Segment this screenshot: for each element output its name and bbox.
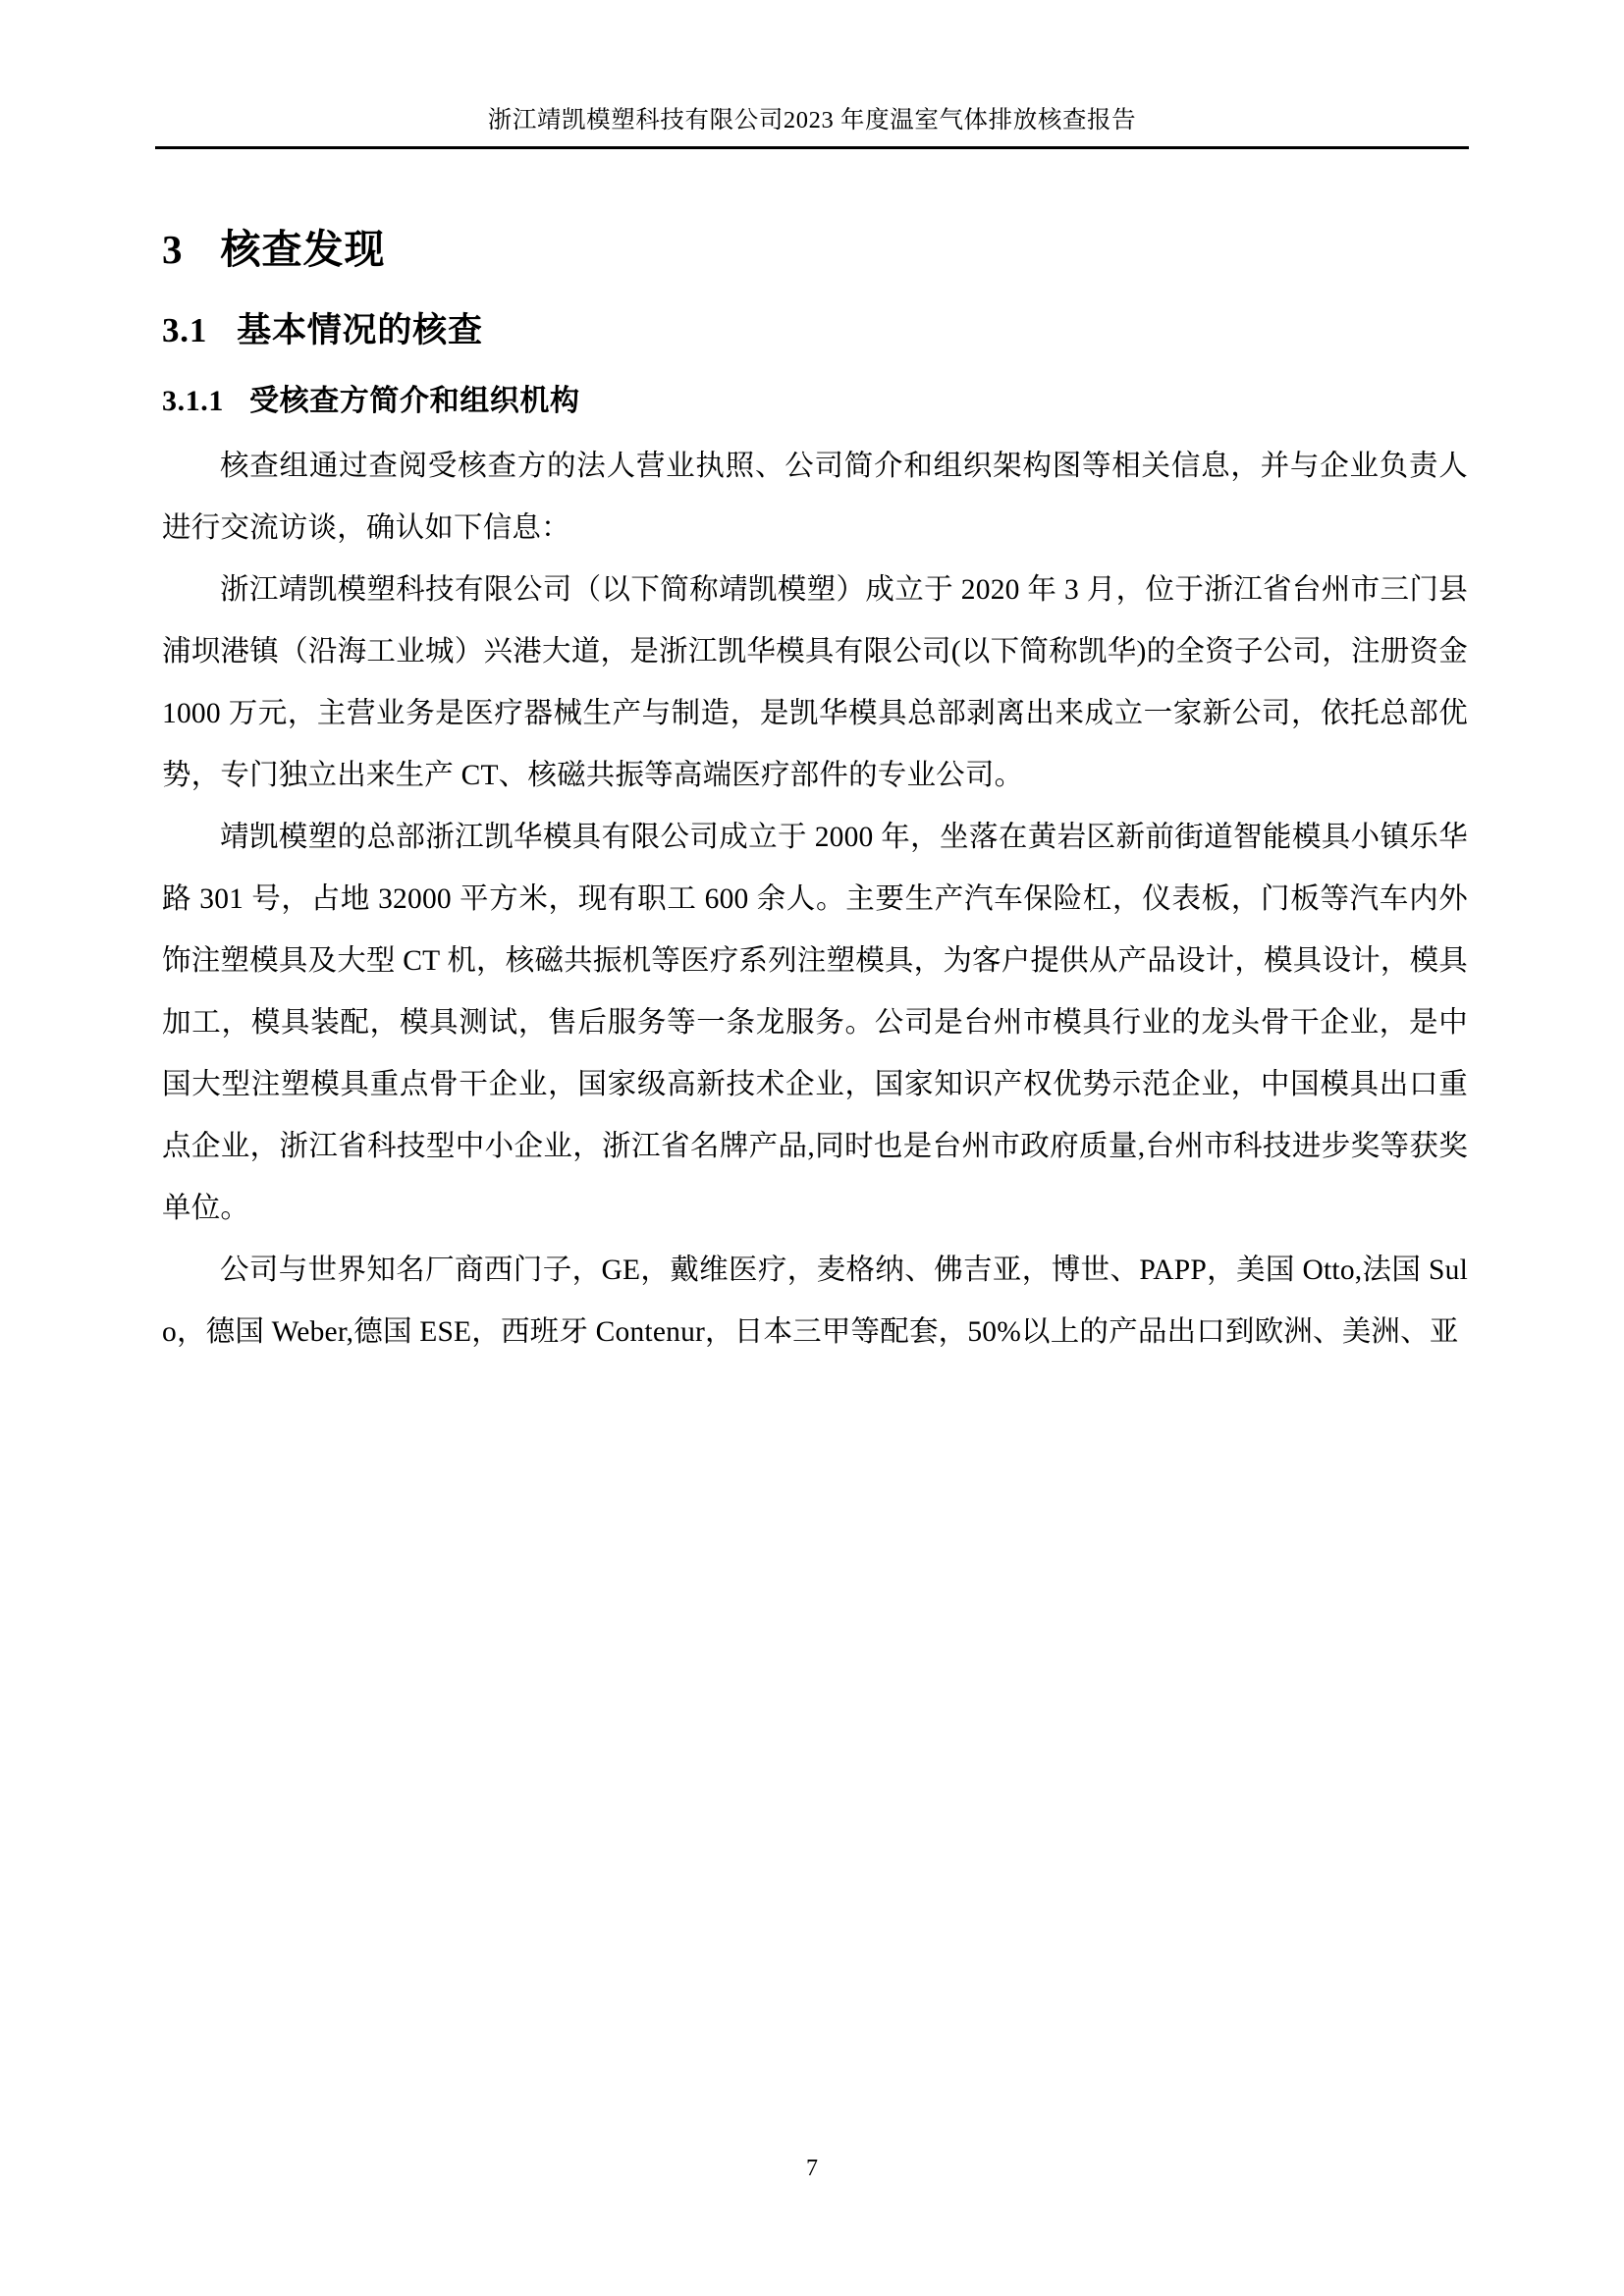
header-divider: [155, 146, 1469, 149]
body-paragraph: 公司与世界知名厂商西门子，GE，戴维医疗，麦格纳、佛吉亚，博世、PAPP，美国 Otto,法国 Sulo，德国 Weber,德国 ESE，西班牙 Contenur，日本三甲等配套，50%以上的产品出口到欧洲、美洲、亚: [162, 1255, 1468, 1348]
subsection-title: 受核查方简介和组织机构: [249, 385, 580, 417]
chapter-title: 核查发现: [220, 227, 386, 272]
heading-section-3-1: [162, 280, 1468, 355]
section-title: 基本情况的核查: [237, 311, 483, 349]
subsection-number: 3.1.1: [162, 385, 224, 417]
page-header: [0, 0, 1624, 149]
body-paragraph: 靖凯模塑的总部浙江凯华模具有限公司成立于 2000 年，坐落在黄岩区新前街道智能模具小镇乐华路 301 号，占地 32000 平方米，现有职工 600 余人。主要生产汽车保险杠，仪表板，门板等汽车内外饰注塑模具及大型 CT 机，核磁共振机等医疗系列注塑模具，为客户提供从产品设计，模具设计，模具加工，模具装配，模具测试，售后服务等一条龙服务。公司是台州市模具行业的龙头骨干企业，是中国大型注塑模具重点骨干企业，国家级高新技术企业，国家知识产权优势示范企业，中国模具出口重点企业，浙江省科技型中小企业，浙江省名牌产品,同时也是台州市政府质量,台州市科技进步奖等获奖单位。: [162, 822, 1468, 1224]
page-footer: [0, 2156, 1624, 2182]
header-title: 浙江靖凯模塑科技有限公司2023 年度温室气体排放核查报告: [487, 107, 1137, 133]
body-paragraph: 浙江靖凯模塑科技有限公司（以下简称靖凯模塑）成立于 2020 年 3 月，位于浙江省台州市三门县浦坝港镇（沿海工业城）兴港大道，是浙江凯华模具有限公司(以下简称凯华)的全资子公司，注册资金 1000 万元，主营业务是医疗器械生产与制造，是凯华模具总部剥离出来成立一家新公司，依托总部优势，专门独立出来生产 CT、核磁共振等高端医疗部件的专业公司。: [162, 574, 1468, 791]
body-paragraph: 核查组通过查阅受核查方的法人营业执照、公司简介和组织架构图等相关信息，并与企业负责人进行交流访谈，确认如下信息：: [162, 451, 1468, 544]
page-number: 7: [806, 2156, 818, 2181]
chapter-number: 3: [162, 227, 184, 272]
heading-chapter-3: [162, 192, 1468, 280]
page-content: [162, 192, 1468, 1363]
heading-subsection-3-1-1: [162, 355, 1468, 422]
section-number: 3.1: [162, 311, 208, 349]
